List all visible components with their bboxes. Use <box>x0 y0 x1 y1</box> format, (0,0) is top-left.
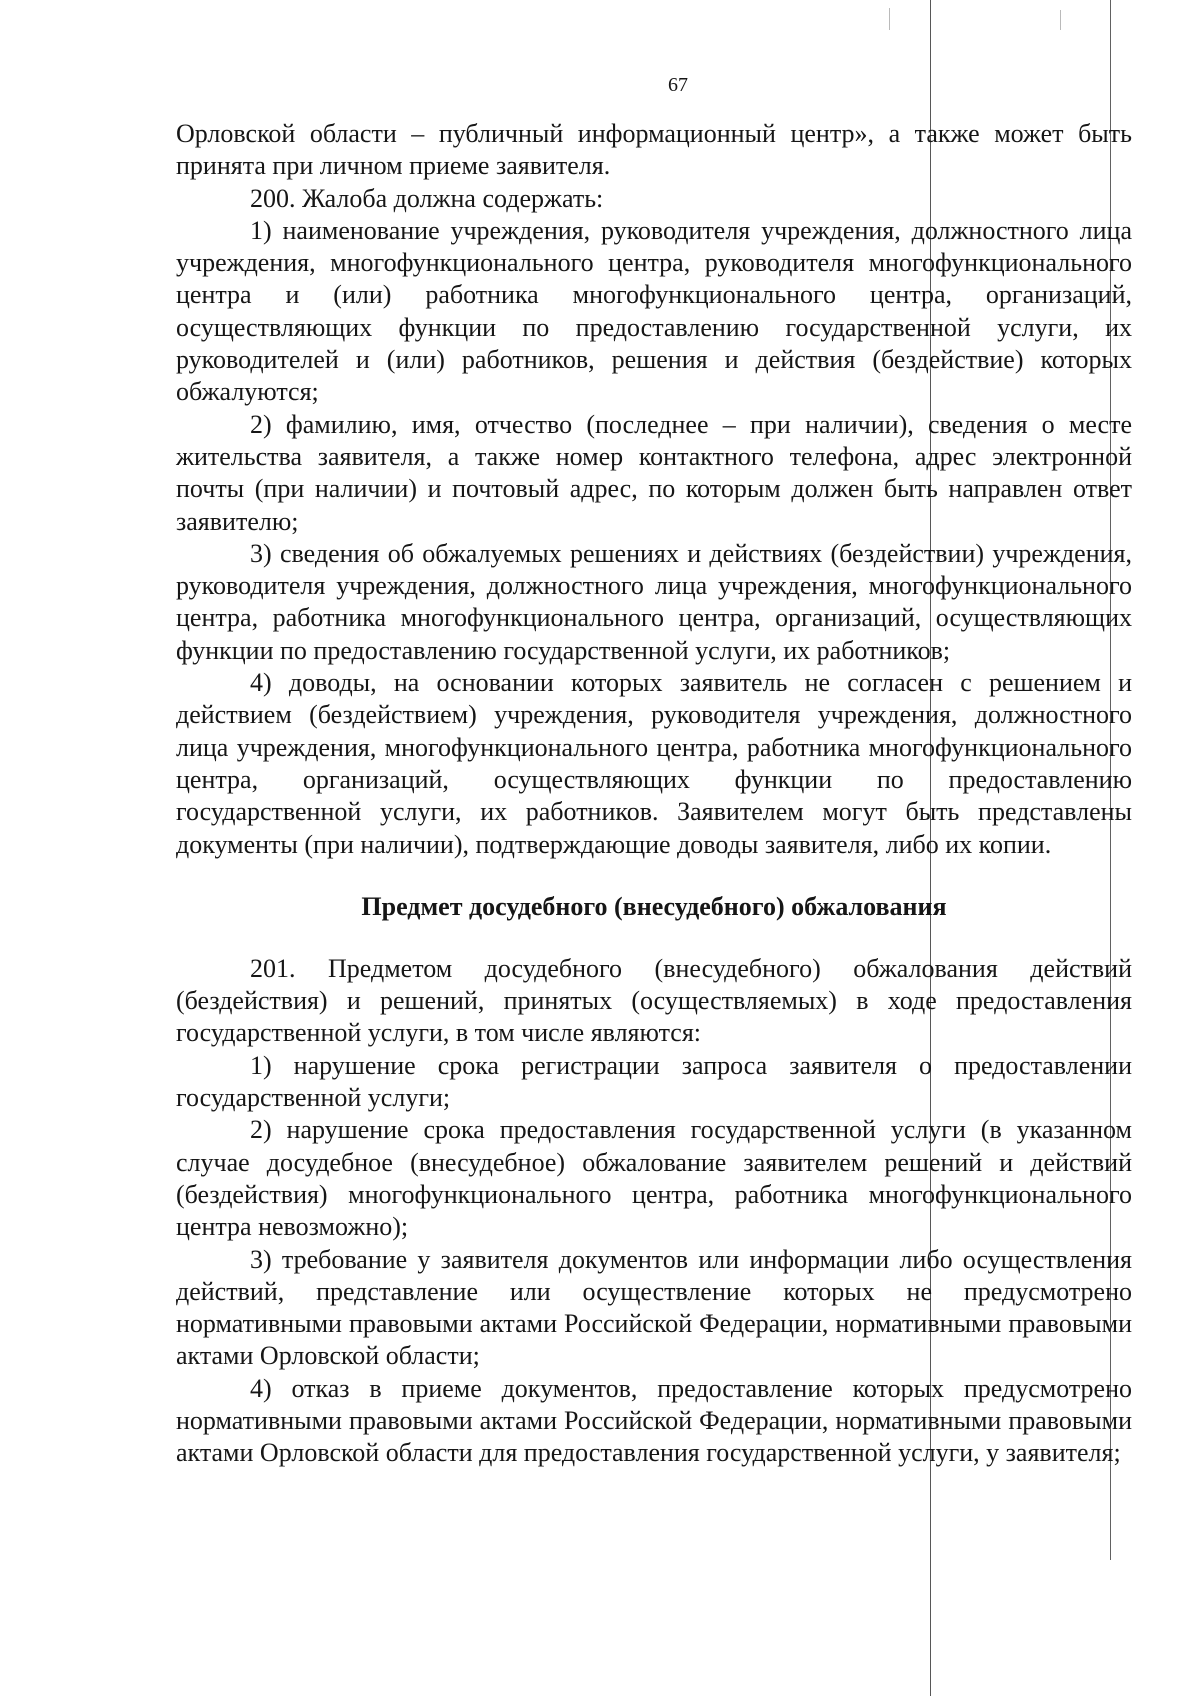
paragraph: 1) нарушение срока регистрации запроса заявителя о предоставлении государственной услуги; <box>176 1050 1132 1113</box>
paragraph: 2) фамилию, имя, отчество (последнее – при наличии), сведения о месте жительства заявителя, а также номер контактного телефона, адрес электронной почты (при наличии) и почтовый адрес, по которым должен быть направлен ответ заявителю; <box>176 409 1132 536</box>
scan-artifact-mark <box>889 8 890 30</box>
paragraph: Орловской области – публичный информационный центр», а также может быть принята при личном приеме заявителя. <box>176 119 1132 181</box>
paragraph: 1) наименование учреждения, руководителя учреждения, должностного лица учреждения, многофункционального центра, руководителя многофункционального центра и (или) работника многофункционального центра, организаций, осуществляющих функции по предоставлению государственной услуги, их руководителей и (или) работников, решения и действия (бездействие) которых обжалуются; <box>176 215 1132 407</box>
paragraph: 3) требование у заявителя документов или информации либо осуществления действий, представление или осуществление которых не предусмотрено нормативными правовыми актами Российской Федерации, нормативными правовыми актами Орловской области; <box>176 1244 1132 1371</box>
paragraph: 201. Предметом досудебного (внесудебного) обжалования действий (бездействия) и решений, принятых (осуществляемых) в ходе предоставления государственной услуги, в том числе являются: <box>176 953 1132 1048</box>
paragraph: 200. Жалоба должна содержать: <box>250 183 604 213</box>
paragraph: 4) отказ в приеме документов, предоставление которых предусмотрено нормативными правовыми актами Российской Федерации, нормативными правовыми актами Орловской области для предоставления государственной услуги, у заявителя; <box>176 1373 1132 1468</box>
paragraph: 2) нарушение срока предоставления государственной услуги (в указанном случае досудебное (внесудебное) обжалование заявителем решений и действий (бездействия) многофункционального центра, работника многофункционального центра невозможно); <box>176 1115 1132 1242</box>
paragraph: 3) сведения об обжалуемых решениях и действиях (бездействии) учреждения, руководителя учреждения, должностного лица учреждения, многофункционального центра, работника многофункционального центра, организаций, осуществляющих функции по предоставлению государственной услуги, их работников; <box>176 538 1132 665</box>
paragraph: 4) доводы, на основании которых заявитель не согласен с решением и действием (бездействием) учреждения, руководителя учреждения, должностного лица учреждения, многофункционального центра, работника многофункционального центра, организаций, осуществляющих функции по предоставлению государственной услуги, их работников. Заявителем могут быть представлены документы (при наличии), подтверждающие доводы заявителя, либо их копии. <box>176 668 1132 859</box>
section-heading: Предмет досудебного (внесудебного) обжалования <box>361 891 947 921</box>
document-body <box>176 118 1132 1470</box>
page-number: 67 <box>668 74 688 96</box>
scan-artifact-mark <box>1060 10 1061 30</box>
